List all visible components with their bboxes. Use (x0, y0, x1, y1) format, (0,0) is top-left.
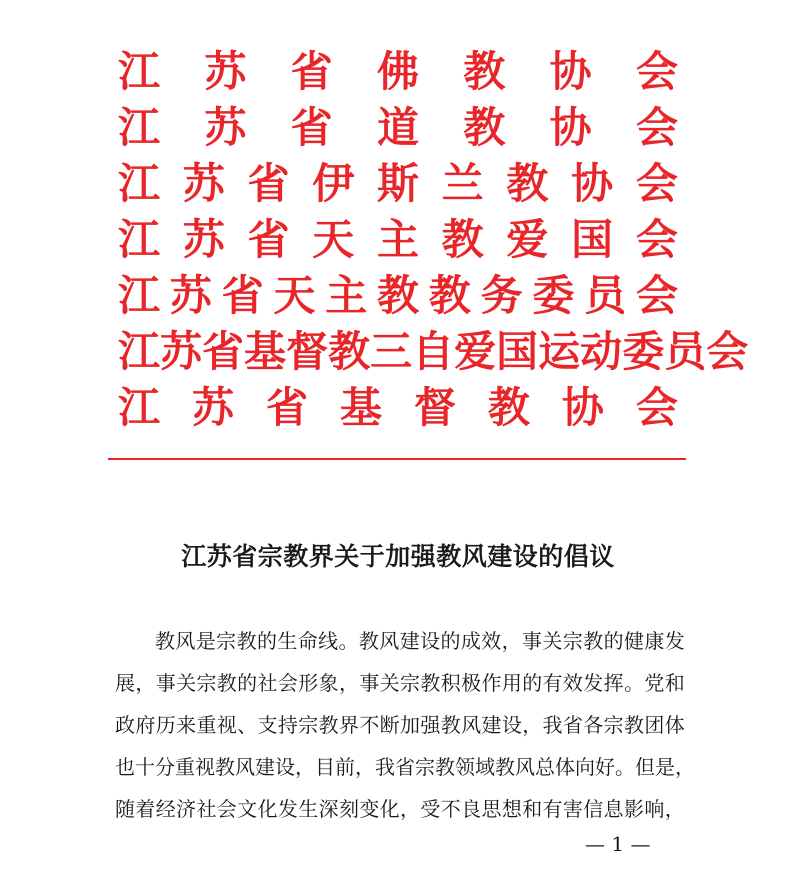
body-line: 也 十 分 重 视 教 风 建 设 ， 目 前 ， 我 省 宗 教 领 域 教 风 总 体 向 好 。 但 是 ， (115, 755, 695, 779)
org-name: 江 苏 省 天 主 教 教 务 委 员 会 (118, 271, 678, 320)
org-name: 江 苏 省 天 主 教 爱 国 会 (118, 215, 678, 264)
org-name: 江 苏 省 基 督 教 协 会 (118, 383, 678, 432)
letterhead (118, 44, 749, 436)
body-line: 展 ， 事 关 宗 教 的 社 会 形 象 ， 事 关 宗 教 积 极 作 用 的 有 效 发 挥 。 党 和 (115, 671, 685, 695)
red-divider-line (108, 458, 686, 460)
org-name: 江 苏 省 佛 教 协 会 (118, 47, 678, 96)
org-name: 江 苏 省 基 督 教 三 自 爱 国 运 动 委 员 会 (118, 327, 749, 376)
org-name: 江 苏 省 道 教 协 会 (118, 103, 678, 152)
body-line: 政 府 历 来 重 视 、 支 持 宗 教 界 不 断 加 强 教 风 建 设 ， 我 省 各 宗 教 团 体 (115, 713, 685, 737)
org-name: 江 苏 省 伊 斯 兰 教 协 会 (118, 159, 678, 208)
body-line: 随 着 经 济 社 会 文 化 发 生 深 刻 变 化 ， 受 不 良 思 想 和 有 害 信 息 影 响 ， (115, 797, 685, 821)
document-title: 江苏省宗教界关于加强教风建设的倡议 (181, 542, 615, 571)
body-line: 教 风 是 宗 教 的 生 命 线 。 教 风 建 设 的 成 效 ， 事 关 宗 教 的 健 康 发 (155, 629, 685, 653)
page-number: — 1 — (585, 832, 651, 856)
document-body (115, 620, 695, 830)
